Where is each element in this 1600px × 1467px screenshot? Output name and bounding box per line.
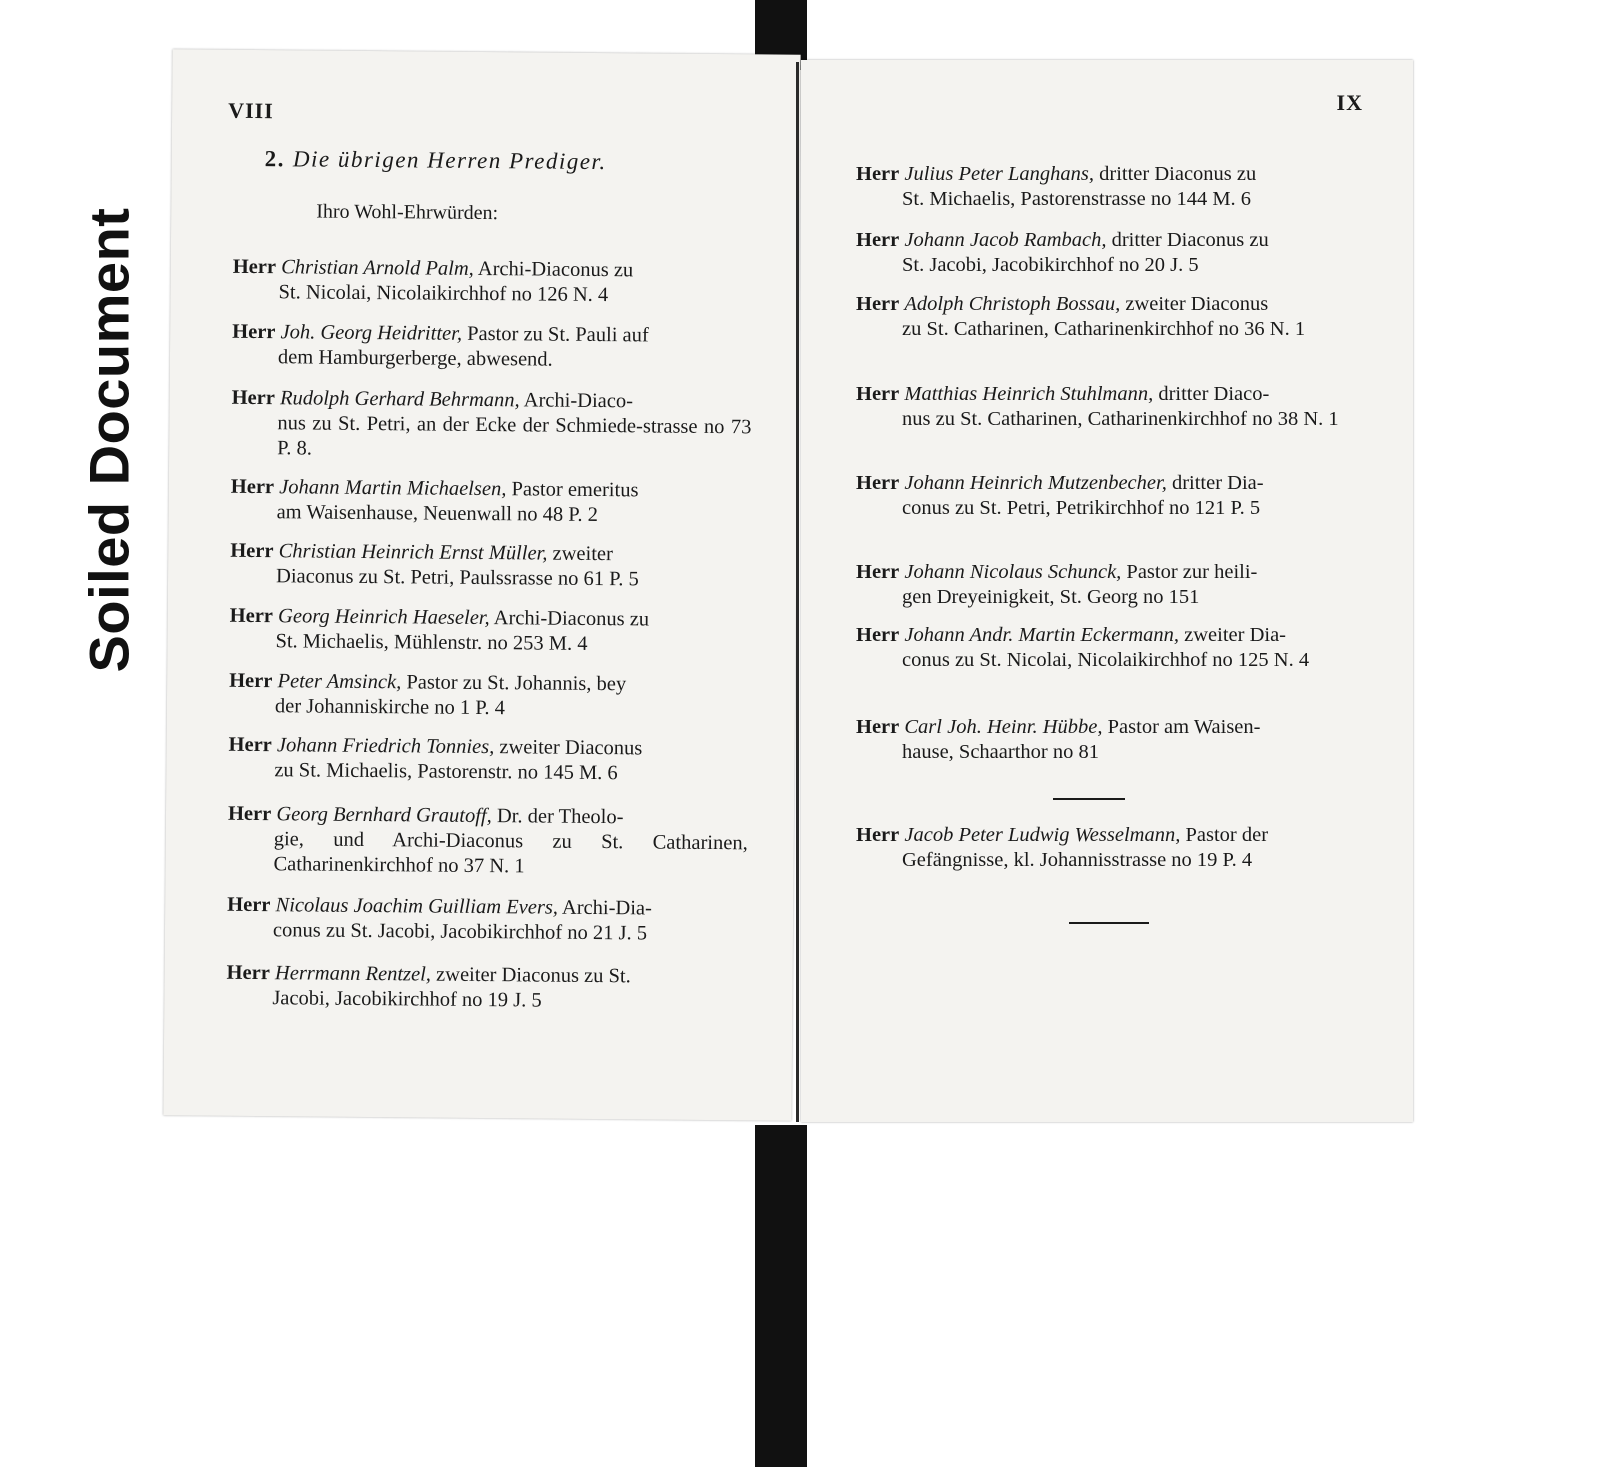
preacher-entry — [856, 292, 1376, 342]
entry-herr: Herr — [227, 893, 271, 917]
entry-herr: Herr — [856, 624, 900, 646]
entry-name: Peter Amsinck, — [277, 670, 402, 694]
entry-herr: Herr — [856, 472, 900, 494]
entry-name: Johann Jacob Rambach, — [904, 229, 1107, 251]
subheading: Ihro Wohl-Ehrwürden: — [316, 200, 499, 225]
entry-line1: Archi-Diaco- — [523, 389, 634, 413]
entry-herr: Herr — [230, 539, 274, 563]
entry-name: Rudolph Gerhard Behrmann, — [279, 387, 520, 412]
entry-line1: Archi-Dia- — [561, 896, 652, 920]
entry-name: Johann Andr. Martin Eckermann, — [904, 624, 1180, 646]
entry-line2: St. Jacobi, Jacobikirchhof no 20 J. 5 — [902, 254, 1199, 276]
entry-line1: dritter Diaconus zu — [1099, 163, 1257, 185]
entry-name: Matthias Heinrich Stuhlmann, — [904, 383, 1154, 405]
entry-name: Nicolaus Joachim Guilliam Evers, — [275, 894, 559, 919]
entry-name: Julius Peter Langhans, — [904, 163, 1094, 185]
entry-line2: nus zu St. Catharinen, Catharinenkirchhof no 38 N. 1 — [902, 408, 1339, 430]
entry-herr: Herr — [856, 293, 900, 315]
preacher-entry — [232, 255, 752, 310]
entry-name: Joh. Georg Heidritter, — [280, 321, 463, 345]
preacher-entry — [227, 893, 747, 948]
entry-line1: Archi-Diaconus zu — [493, 607, 650, 631]
entry-line2: St. Nicolai, Nicolaikirchhof no 126 N. 4 — [278, 281, 609, 307]
entry-herr: Herr — [856, 824, 900, 846]
entry-herr: Herr — [856, 561, 900, 583]
entry-line2: zu St. Michaelis, Pastorenstr. no 145 M. 6 — [274, 759, 618, 785]
soiled-document-text: Soiled Document — [77, 207, 141, 673]
section-heading — [265, 146, 607, 175]
entry-line2: gie, und Archi-Diaconus zu St. Catharinen, Catharinenkirchhof no 37 N. 1 — [273, 828, 748, 878]
right-page — [801, 60, 1413, 1122]
entry-line1: zweiter Diaconus — [499, 736, 643, 760]
page-number-right: IX — [1336, 90, 1363, 115]
entry-line2: der Johanniskirche no 1 P. 4 — [274, 695, 506, 720]
entry-line2: am Waisenhause, Neuenwall no 48 P. 2 — [276, 501, 599, 527]
entry-line1: Archi-Diaconus zu — [477, 257, 634, 282]
entry-name: Georg Heinrich Haeseler, — [277, 605, 490, 630]
entry-herr: Herr — [856, 383, 900, 405]
preacher-entry-final — [856, 823, 1376, 873]
entry-line1: zweiter — [552, 542, 613, 566]
entry-herr: Herr — [229, 604, 274, 628]
entry-herr: Herr — [231, 386, 275, 410]
entry-name: Johann Friedrich Tonnies, — [276, 734, 495, 759]
end-divider — [1069, 922, 1149, 924]
entry-name: Johann Heinrich Mutzenbecher, — [904, 472, 1167, 494]
entry-line2: conus zu St. Nicolai, Nicolaikirchhof no 125 N. 4 — [902, 649, 1310, 671]
entry-line1: dritter Dia- — [1171, 472, 1264, 494]
preacher-entry — [856, 471, 1376, 521]
entry-line2: hause, Schaarthor no 81 — [902, 741, 1099, 763]
entry-line1: zweiter Diaconus — [1125, 293, 1269, 315]
entry-line2: conus zu St. Petri, Petrikirchhof no 121 P. 5 — [902, 497, 1261, 519]
entry-line2: dem Hamburgerberge, abwesend. — [277, 346, 553, 371]
preacher-entry — [229, 604, 749, 659]
entry-line2: St. Michaelis, Mühlenstr. no 253 M. 4 — [275, 630, 588, 655]
entry-herr: Herr — [856, 163, 900, 185]
entry-herr: Herr — [227, 802, 272, 826]
preacher-entry — [230, 539, 750, 594]
heading-text: Die übrigen Herren Prediger. — [292, 146, 607, 175]
preacher-entry — [231, 475, 751, 530]
entry-line1: dritter Diaconus zu — [1111, 229, 1269, 251]
entry-line1: Pastor zu St. Pauli auf — [467, 322, 649, 347]
page-number-left: VIII — [228, 97, 274, 124]
preacher-entry — [856, 228, 1376, 278]
entry-herr: Herr — [229, 669, 273, 693]
entry-name: Adolph Christoph Bossau, — [904, 293, 1121, 315]
entry-name: Carl Joh. Heinr. Hübbe, — [904, 716, 1103, 738]
heading-number: 2. — [264, 146, 286, 172]
preacher-entry — [856, 382, 1376, 432]
entry-line1: Pastor zur heili- — [1126, 561, 1258, 583]
preacher-entry — [232, 320, 752, 375]
entry-herr: Herr — [228, 733, 272, 757]
entry-herr: Herr — [230, 475, 275, 499]
entry-line1: zweiter Diaconus zu St. — [436, 963, 631, 988]
entry-line2: Jacobi, Jacobikirchhof no 19 J. 5 — [272, 987, 542, 1012]
entry-name: Herrmann Rentzel, — [274, 962, 432, 986]
preacher-entry — [856, 162, 1376, 212]
preacher-entry — [229, 669, 749, 724]
entry-herr: Herr — [232, 320, 276, 344]
entry-line2: St. Michaelis, Pastorenstrasse no 144 M. 6 — [902, 188, 1252, 210]
entry-herr: Herr — [856, 716, 900, 738]
entry-line1: Dr. der Theolo- — [496, 805, 624, 829]
entry-name: Christian Heinrich Ernst Müller, — [278, 540, 548, 565]
entry-herr: Herr — [226, 961, 270, 985]
soiled-document-label — [66, 180, 152, 700]
binding-gutter-edge — [796, 62, 799, 1122]
preacher-entry — [227, 802, 748, 882]
entry-herr: Herr — [232, 255, 277, 279]
entry-line2: Diaconus zu St. Petri, Paulssrasse no 61 P. 5 — [275, 565, 639, 591]
entry-line2: zu St. Catharinen, Catharinenkirchhof no 36 N. 1 — [902, 318, 1306, 340]
entry-line2: Gefängnisse, kl. Johannisstrasse no 19 P. 4 — [902, 849, 1253, 871]
preacher-entry — [231, 386, 752, 466]
entry-line2: nus zu St. Petri, an der Ecke der Schmiede-strasse no 73 P. 8. — [277, 412, 752, 460]
entry-line1: Pastor emeritus — [511, 478, 639, 502]
preacher-entry — [226, 961, 746, 1016]
preacher-entry — [228, 733, 748, 788]
entry-line1: dritter Diaco- — [1158, 383, 1270, 405]
entry-name: Johann Martin Michaelsen, — [279, 476, 507, 501]
section-divider — [1053, 798, 1125, 800]
entry-line1: Pastor zu St. Johannis, bey — [406, 671, 627, 696]
preacher-entry — [856, 623, 1376, 673]
left-page — [163, 49, 800, 1120]
entry-line2: gen Dreyeinigkeit, St. Georg no 151 — [902, 586, 1200, 608]
entry-name: Georg Bernhard Grautoff, — [276, 803, 492, 828]
entry-line1: zweiter Dia- — [1184, 624, 1287, 646]
preacher-entry — [856, 715, 1376, 765]
preacher-entry — [856, 560, 1376, 610]
entry-name: Johann Nicolaus Schunck, — [904, 561, 1122, 583]
binding-spine-bottom — [755, 1125, 807, 1467]
entry-name: Christian Arnold Palm, — [281, 256, 474, 280]
entry-line1: Pastor der — [1185, 824, 1269, 846]
entry-herr: Herr — [856, 229, 900, 251]
entry-name: Jacob Peter Ludwig Wesselmann, — [904, 824, 1181, 846]
entry-line1: Pastor am Waisen- — [1107, 716, 1261, 738]
entry-line2: conus zu St. Jacobi, Jacobikirchhof no 21 J. 5 — [272, 919, 648, 945]
